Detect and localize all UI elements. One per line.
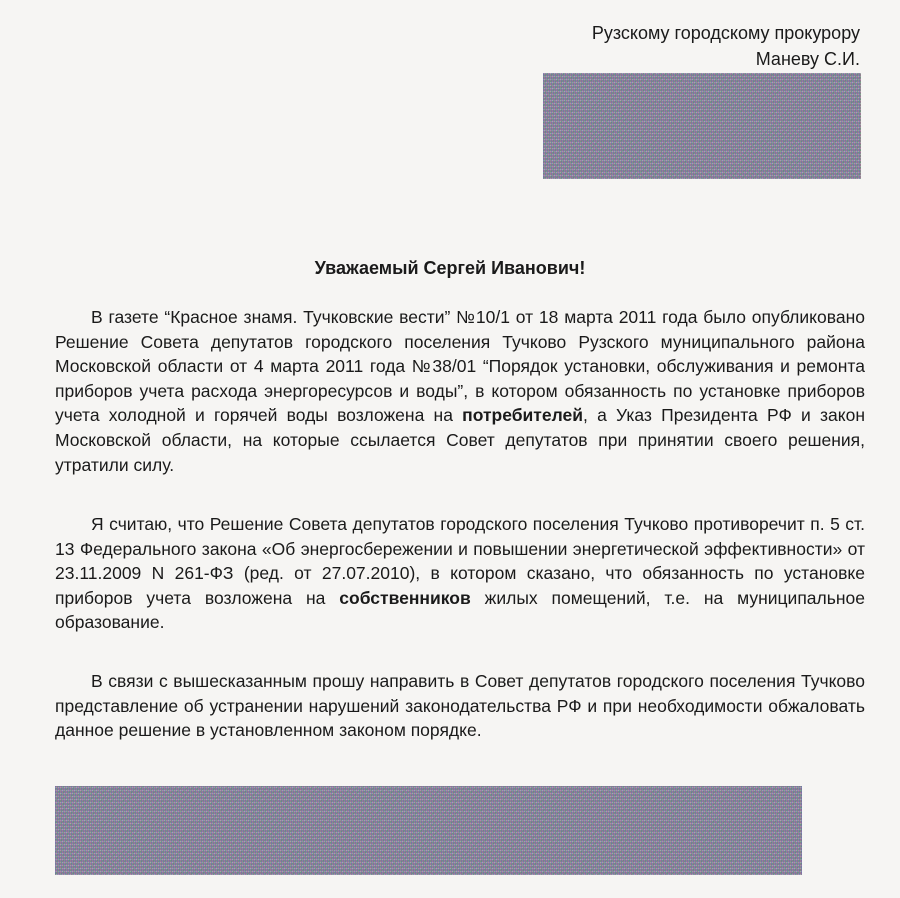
- paragraph-1-text-a: В газете “Красное знамя. Тучковские вести” №10/1 от 18 марта 2011 года было опубликовано Решение Совета депутатов городского поселения Тучково Рузского муниципального района Московской области от 4 марта 2011 года №38/01 “Порядок установки, обслуживания и ремонта приборов учета расхода энергоресурсов и воды”, в котором обязанность по установке приборов учета холодной и горячей воды возложена на: [55, 307, 865, 426]
- redacted-sender-block: [543, 73, 861, 179]
- greeting-heading: Уважаемый Сергей Иванович!: [314, 258, 586, 278]
- redacted-signature-block: [55, 786, 802, 875]
- paragraph-2-text-b: жилых помещений, т.е. на муниципальное образование.: [55, 587, 865, 633]
- paragraph-1-emphasis: потребителей: [462, 405, 583, 426]
- paragraph-2: [55, 512, 865, 635]
- paragraph-1: [55, 305, 865, 477]
- paragraph-2-text-a: Я считаю, что Решение Совета депутатов городского поселения Тучково противоречит п. 5 ст. 13 Федерального закона «Об энергосбережении и повышении энергетической эффективности» от 23.11.2009 N 261-ФЗ (ред. от 27.07.2010), в котором сказано, что обязанность по установке приборов учета возложена на: [55, 514, 865, 608]
- paragraph-1-text-b: , а Указ Президента РФ и закон Московской области, на которые ссылается Совет депутатов при принятии своего решения, утратили силу.: [55, 405, 865, 475]
- paragraph-3: В связи с вышесказанным прошу направить в Совет депутатов городского поселения Тучково представление об устранении нарушений законодательства РФ и при необходимости обжаловать данное решение в установленном законом порядке.: [55, 671, 865, 741]
- addressee-block: [592, 20, 860, 72]
- addressee-title: Рузскому городскому прокурору: [591, 23, 860, 43]
- addressee-name: Маневу С.И.: [755, 49, 860, 69]
- paragraph-2-emphasis: собственников: [339, 587, 471, 608]
